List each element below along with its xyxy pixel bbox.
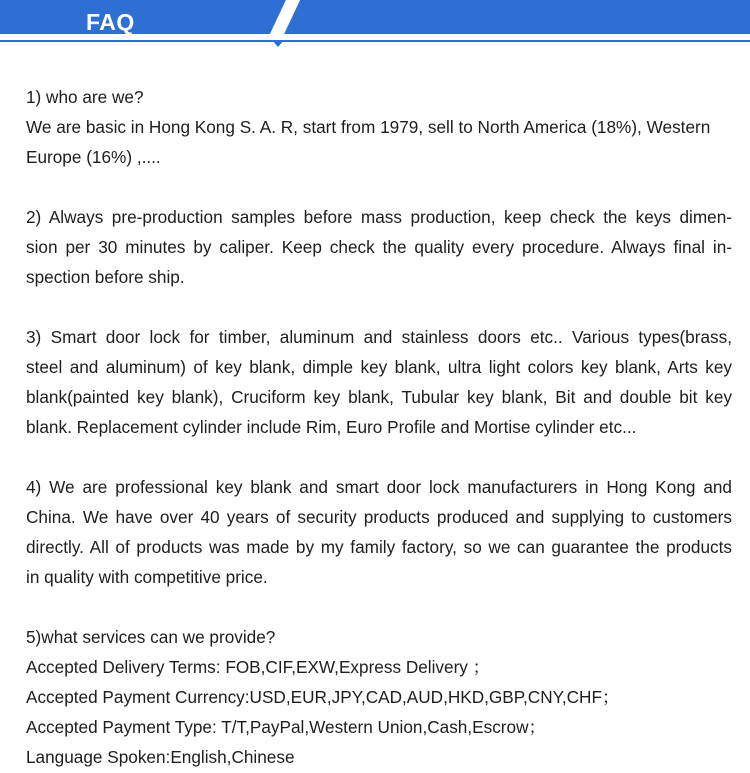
faq-item-4-line-2: China. We have over 40 years of security products produced and supplying to customers <box>26 507 732 527</box>
faq-item-3-line-3: blank(painted key blank), Cruciform key blank, Tubular key blank, Bit and double bit key <box>26 387 732 407</box>
faq-item-3-line-4: blank. Replacement cylinder include Rim, Euro Profile and Mortise cylinder etc... <box>26 417 637 437</box>
faq-item-2 <box>26 202 732 292</box>
page-title: FAQ <box>86 9 135 35</box>
faq-item-4-line-4: in quality with competitive price. <box>26 567 268 587</box>
banner-right-block <box>284 0 750 34</box>
faq-answer-1-line-2: Europe (16%) ,.... <box>26 147 161 167</box>
faq-content <box>26 82 732 772</box>
delivery-terms: Accepted Delivery Terms: FOB,CIF,EXW,Express Delivery ； <box>26 657 490 677</box>
faq-header-banner <box>0 0 750 50</box>
faq-question-1: 1) who are we? <box>26 87 144 107</box>
faq-item-3-line-1: 3) Smart door lock for timber, aluminum and stainless doors etc.. Various types(brass, <box>26 327 732 347</box>
spacer <box>26 292 732 322</box>
banner-left-block <box>0 0 286 34</box>
faq-item-4 <box>26 472 732 592</box>
faq-item-3 <box>26 322 732 442</box>
faq-item-4-line-1: 4) We are professional key blank and smart door lock manufacturers in Hong Kong and <box>26 477 732 497</box>
spacer <box>26 172 732 202</box>
faq-item-4-line-3: directly. All of products was made by my family factory, so we can guarantee the products <box>26 537 732 557</box>
banner-bottom-rule <box>0 40 750 42</box>
faq-item-1 <box>26 82 732 172</box>
faq-item-3-line-2: steel and aluminum) of key blank, dimple key blank, ultra light colors key blank, Arts key <box>26 357 732 377</box>
spacer <box>26 442 732 472</box>
faq-item-2-line-1: 2) Always pre-production samples before mass production, keep check the keys dimen- <box>26 207 732 227</box>
faq-question-5: 5)what services can we provide? <box>26 627 276 647</box>
spacer <box>26 592 732 622</box>
payment-type: Accepted Payment Type: T/T,PayPal,Western Union,Cash,Escrow； <box>26 717 546 737</box>
payment-currency: Accepted Payment Currency:USD,EUR,JPY,CAD,AUD,HKD,GBP,CNY,CHF； <box>26 687 620 707</box>
faq-answer-1-line-1: We are basic in Hong Kong S. A. R, start from 1979, sell to North America (18%), Western <box>26 117 711 137</box>
languages-spoken: Language Spoken:English,Chinese <box>26 747 295 767</box>
faq-item-2-line-3: spection before ship. <box>26 267 185 287</box>
banner-notch <box>272 40 284 47</box>
faq-item-5 <box>26 622 732 772</box>
faq-item-2-line-2: sion per 30 minutes by caliper. Keep check the quality every procedure. Always final in- <box>26 237 732 257</box>
